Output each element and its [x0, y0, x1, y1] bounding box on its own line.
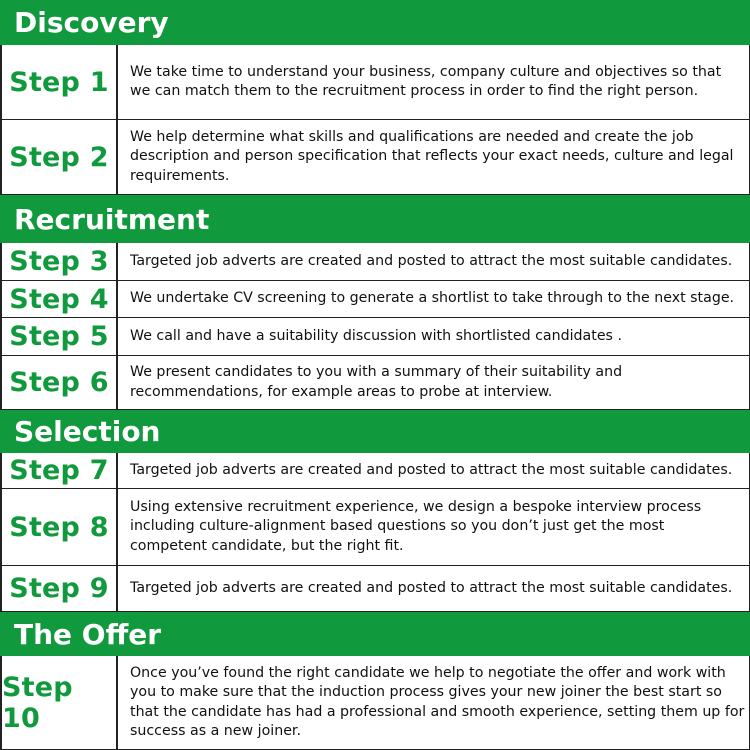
- step-description: We help determine what skills and qualifications are needed and create the job description and person specification that reflects your exact needs, culture and legal requirements.: [130, 128, 734, 184]
- section-header-the-offer: The Offer: [0, 612, 750, 656]
- section-header-recruitment: Recruitment: [0, 195, 750, 243]
- step-description: Targeted job adverts are created and posted to attract the most suitable candidates.: [130, 579, 733, 596]
- section-header-selection: Selection: [0, 410, 750, 453]
- step-description: We call and have a suitability discussion with shortlisted candidates .: [130, 327, 622, 344]
- step-row-6: [0, 356, 750, 410]
- step-description: We present candidates to you with a summary of their suitability and recommendations, for example areas to probe at interview.: [130, 364, 623, 400]
- step-row-1: [0, 45, 750, 120]
- step-row-10: [0, 656, 750, 750]
- step-label: Step 10: [2, 656, 118, 749]
- step-label: Step 9: [2, 566, 118, 611]
- step-description: Using extensive recruitment experience, we design a bespoke interview process including culture-alignment based questions so you don’t just get the most competent candidate, but the right fit.: [130, 498, 702, 554]
- step-description: Targeted job adverts are created and posted to attract the most suitable candidates.: [130, 252, 733, 269]
- step-row-9: [0, 566, 750, 612]
- step-label: Step 7: [2, 453, 118, 488]
- step-row-2: [0, 120, 750, 195]
- step-label: Step 4: [2, 281, 118, 317]
- step-row-5: [0, 318, 750, 356]
- step-label: Step 1: [2, 45, 118, 119]
- step-description: Targeted job adverts are created and posted to attract the most suitable candidates.: [130, 461, 733, 478]
- step-label: Step 3: [2, 243, 118, 280]
- step-row-4: [0, 281, 750, 318]
- step-row-8: [0, 489, 750, 566]
- step-row-7: [0, 453, 750, 489]
- step-label: Step 6: [2, 356, 118, 409]
- step-description: We undertake CV screening to generate a shortlist to take through to the next stage.: [130, 290, 735, 307]
- step-label: Step 5: [2, 318, 118, 355]
- section-header-discovery: Discovery: [0, 0, 750, 45]
- step-label: Step 2: [2, 120, 118, 194]
- step-description: We take time to understand your business, company culture and objectives so that we can match them to the recruitment process in order to find the right person.: [130, 63, 722, 99]
- step-row-3: [0, 243, 750, 281]
- step-description: Once you’ve found the right candidate we help to negotiate the offer and work with you to make sure that the induction process gives your new joiner the best start so that the candidate has had a professional and smooth experience, setting them up for success as a new joiner.: [130, 664, 745, 739]
- step-label: Step 8: [2, 489, 118, 565]
